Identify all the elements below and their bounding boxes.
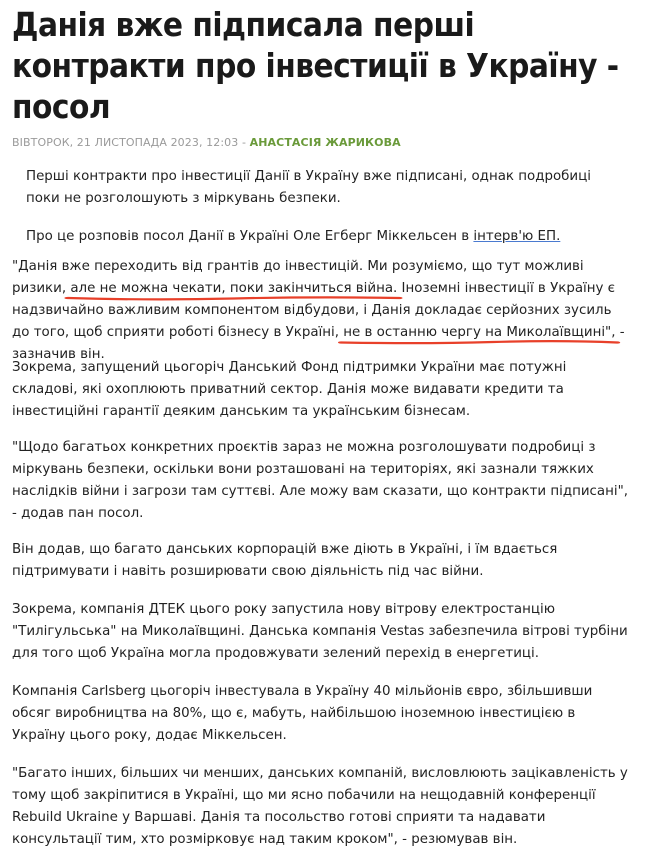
article-author-link[interactable]: АНАСТАСІЯ ЖАРИКОВА	[249, 136, 401, 149]
red-underline-stroke	[68, 295, 399, 301]
paragraph-2	[12, 226, 628, 248]
article-title: Данія вже підписала перші контракти про інвестиції в Україну - посол	[12, 5, 619, 126]
paragraph-5: "Щодо багатьох конкретних проєктів зараз не можна розголошувати подробиці з міркувань безпеки, оскільки вони розташовані на територіях, які зазнали тяжких наслідків війни і загрози там суттєві. Але можу вам сказати, що контракти підписані", - додав пан посол.	[12, 440, 628, 521]
red-underline-stroke	[341, 339, 617, 345]
meta-separator: -	[238, 136, 250, 149]
paragraph-8: Компанія Carlsberg цьогоріч інвестувала в Україну 40 мільйонів євро, збільшивши обсяг виробництва на 80%, що є, мабуть, найбільшою іноземною інвестицією в Україну цього року, додає Міккельсен.	[12, 684, 593, 743]
paragraph-2-text: Про це розповів посол Данії в Україні Оле Егберг Міккельсен в	[26, 229, 474, 244]
interview-link[interactable]: інтерв'ю ЕП.	[473, 229, 561, 244]
paragraph-4: Зокрема, запущений цьогоріч Данський Фонд підтримки України має потужні складові, які охоплюють приватний сектор. Данія може видавати кредити та інвестиційні гарантії деяким данським та українським бізнесам.	[12, 360, 567, 419]
article-meta	[12, 136, 401, 149]
quote-start: "Данія вже переходить від грантів до інвестицій. Ми розуміємо, що тут можливі ризики,	[12, 259, 584, 296]
paragraph-9: "Багато інших, більших чи менших, данських компаній, висловлюють зацікавленість у тому щоб закріпитися в Україні, що ми ясно побачили на нещодавній конференції Rebuild Ukraine у Варшаві. Данія та посольство готові сприяти та надавати консультації тим, хто розмірковує над таким кроком", - резюмував він.	[12, 766, 628, 847]
quote-end: - зазначив він.	[12, 325, 625, 362]
highlight-war	[70, 281, 397, 296]
paragraph-7: Зокрема, компанія ДТЕК цього року запустила нову вітрову електростанцію "Тилігульська" на Миколаївщині. Данська компанія Vestas забезпечила вітрові турбіни для того щоб Україна могла продовжувати зелений перехід в енергетиці.	[12, 602, 628, 661]
quote-middle: Іноземні інвестиції в Україну є надзвичайно важливим компонентом відбудови, і Данія докладає серйозних зусиль до того, щоб сприяти роботі бізнесу в Україні,	[12, 281, 616, 340]
paragraph-1: Перші контракти про інвестиції Данії в Україну вже підписані, однак подробиці поки не розголошують з міркувань безпеки.	[26, 169, 591, 206]
paragraph-6: Він додав, що багато данських корпорацій вже діють в Україні, і їм вдається підтримувати і навіть розширювати свою діяльність під час війни.	[12, 542, 558, 579]
paragraph-3-quote	[12, 256, 628, 366]
highlight-war-text: але не можна чекати, поки закінчиться війна.	[70, 281, 398, 296]
highlight-mykolaiv	[343, 325, 615, 340]
highlight-mykolaiv-text: не в останню чергу на Миколаївщині",	[343, 325, 616, 340]
article-date: ВІВТОРОК, 21 ЛИСТОПАДА 2023, 12:03	[12, 136, 239, 149]
